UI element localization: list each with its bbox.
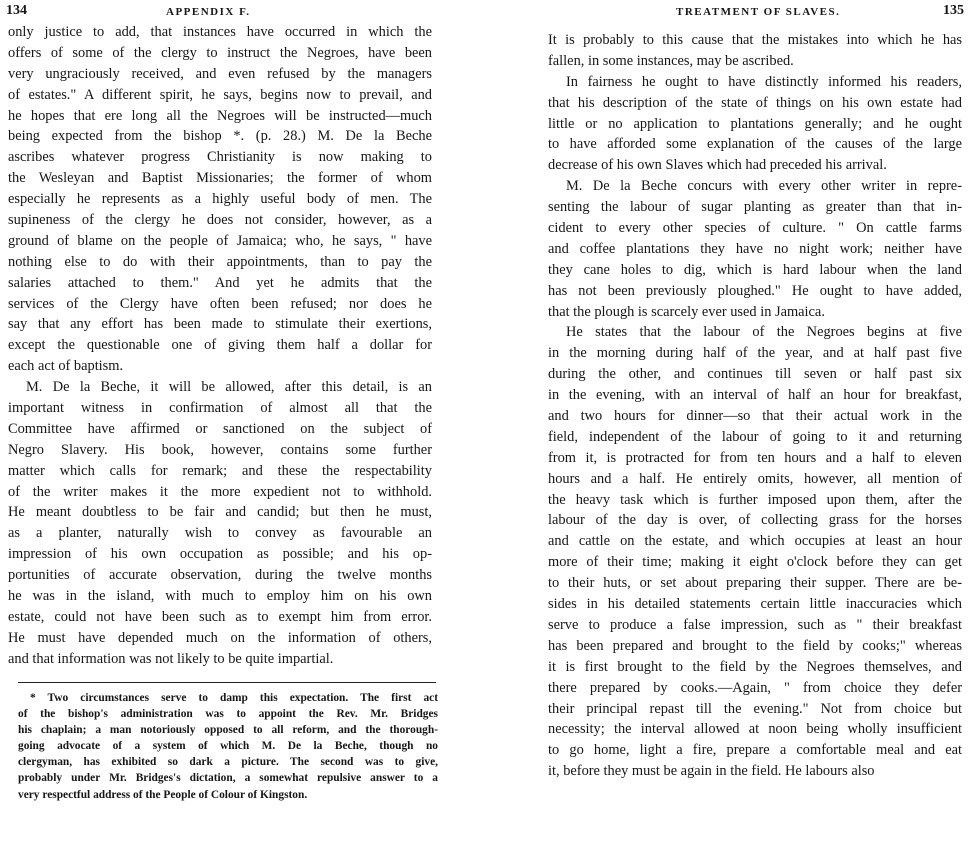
text-line: to go home, light a fire, prepare a comfortable meal and eat (548, 742, 962, 759)
text-line: He must have depended much on the information of others, (8, 629, 432, 646)
text-line: say that any effort has been made to stimulate their exertions, (8, 316, 432, 333)
text-line: and coffee plantations they have no night work; neither have (548, 240, 962, 257)
text-line: hours and a half. He entirely omits, however, all mention of (548, 470, 962, 487)
right-page-number: 135 (943, 3, 964, 18)
text-line: serve to produce a false impression, such as " their breakfast (548, 616, 962, 633)
footnote (18, 690, 438, 803)
text-line: they cane holes to dig, which is hard labour when the land (548, 261, 962, 278)
text-line: sides in his detailed statements certain little inaccuracies which (548, 596, 962, 613)
text-line: their principal repast till the evening." Not from choice but (548, 700, 962, 717)
text-line: impression of his own occupation as possible; and his op- (8, 546, 432, 563)
footnote-line: * Two circumstances serve to damp this expectation. The first act (30, 692, 438, 704)
text-line: necessity; the interval allowed at noon being wholly insufficient (548, 721, 962, 738)
text-line: has been prepared and brought to the field by cooks;" whereas (548, 637, 962, 654)
left-body-text (8, 22, 432, 670)
footnote-line: his chaplain; a man notoriously opposed to all reform, and the thorough- (18, 724, 438, 737)
text-line: being expected from the bishop *. (p. 28.) M. De la Beche (8, 128, 432, 145)
text-line: matter which calls for remark; and these the respectability (8, 462, 432, 479)
text-line: salaries attached to them." And yet he admits that the (8, 274, 432, 291)
text-line: offers of some of the clergy to instruct the Negroes, have been (8, 44, 432, 61)
text-line: to their huts, or set about preparing their supper. There are be- (548, 575, 962, 592)
text-line: from it, is protracted for from ten hours and a half to eleven (548, 449, 962, 466)
left-page-number: 134 (6, 3, 27, 18)
text-line: and two hours for dinner—so that their actual work in the (548, 408, 962, 425)
footnote-line: going advocate of a system of which M. De la Beche, though no (18, 740, 438, 753)
text-line: each act of baptism. (8, 358, 124, 375)
text-line: in the evening, with an interval of half an hour for breakfast, (548, 387, 962, 404)
text-line: of the writer makes it the more expedient not to withhold. (8, 483, 432, 500)
text-line: more of their time; making it eight o'clock before they can get (548, 554, 962, 571)
text-line: it, before they must be again in the field. He labours also (548, 763, 875, 780)
text-line: senting the labour of sugar planting as greater than that in- (548, 199, 962, 216)
right-page (490, 0, 980, 860)
text-line: except the questionable one of giving them half a dollar for (8, 337, 432, 354)
text-line: little or no application to plantations generally; and he ought (548, 115, 962, 132)
text-line: to have afforded some explanation of the causes of the large (548, 136, 962, 153)
right-running-title: TREATMENT OF SLAVES. (676, 6, 841, 18)
right-running-head (546, 3, 964, 24)
text-line: Committee have affirmed or sanctioned on the subject of (8, 420, 432, 437)
text-line: He meant doubtless to be fair and candid; but then he must, (8, 504, 432, 521)
text-line: portunities of accurate observation, during the twelve months (8, 567, 432, 584)
text-line: fallen, in some instances, may be ascribed. (548, 52, 794, 69)
text-line: In fairness he ought to have distinctly informed his readers, (566, 73, 962, 90)
text-line: ascribes whatever progress Christianity is now making to (8, 149, 432, 166)
footnote-line: probably under Mr. Bridges's dictation, a somewhat repulsive answer to a (18, 772, 438, 785)
footnote-line: clergyman, has exhibited so dark a picture. The second was to give, (18, 756, 438, 769)
text-line: of estates." A different spirit, he says, begins now to prevail, and (8, 86, 432, 103)
text-line: there prepared by cooks.—Again, " from choice they defer (548, 679, 962, 696)
text-line: M. De la Beche concurs with every other writer in repre- (566, 178, 962, 195)
text-line: only justice to add, that instances have occurred in which the (8, 24, 432, 40)
text-line: that his description of the state of things on his own estate had (548, 94, 962, 111)
text-line: in the morning during half of the year, and at half past five (548, 345, 962, 362)
text-line: that the plough is scarcely ever used in Jamaica. (548, 303, 825, 320)
text-line: M. De la Beche, it will be allowed, after this detail, is an (26, 379, 432, 396)
text-line: nothing else to do with their appointments, than to pay the (8, 253, 432, 270)
text-line: important witness in confirmation of almost all that the (8, 400, 432, 417)
left-running-title: APPENDIX F. (166, 6, 251, 18)
text-line: has not been previously ploughed." He ought to have added, (548, 282, 962, 299)
text-line: the heavy task which is further imposed upon them, after the (548, 491, 962, 508)
text-line: he hopes that ere long all the Negroes will be instructed—much (8, 107, 432, 124)
text-line: estate, could not have been such as to exempt him from error. (8, 608, 432, 625)
footnote-line: of the bishop's administration was to appoint the Rev. Mr. Bridges (18, 708, 438, 721)
text-line: supineness of the clergy he does not consider, however, as a (8, 212, 432, 229)
text-line: ground of blame on the people of Jamaica; who, he says, " have (8, 232, 432, 249)
right-body-text (548, 30, 962, 782)
footnote-rule (18, 682, 436, 683)
text-line: and that information was not likely to be quite impartial. (8, 650, 334, 667)
text-line: and cattle on the estate, and which occupies at least an hour (548, 533, 962, 550)
text-line: he was in the island, with much to employ him on his own (8, 588, 432, 605)
text-line: It is probably to this cause that the mistakes into which he has (548, 32, 962, 48)
footnote-line: very respectful address of the People of Colour of Kingston. (18, 788, 308, 801)
text-line: as a planter, naturally wish to convey as favourable an (8, 525, 432, 542)
text-line: very ungraciously received, and even refused by the managers (8, 65, 432, 82)
text-line: cident to every other species of culture. " On cattle farms (548, 220, 962, 237)
text-line: labour of the day is over, of collecting grass for the horses (548, 512, 962, 529)
text-line: Negro Slavery. His book, however, contains some further (8, 441, 432, 458)
text-line: especially he represents as a highly useful body of men. The (8, 191, 432, 208)
text-line: decrease of his own Slaves which had preceded his arrival. (548, 157, 887, 174)
text-line: He states that the labour of the Negroes begins at five (566, 324, 962, 341)
text-line: during the other, and continues till seven or half past six (548, 366, 962, 383)
text-line: field, independent of the labour of going to it and returning (548, 428, 962, 445)
text-line: it is first brought to the field by the Negroes themselves, and (548, 658, 962, 675)
text-line: the Wesleyan and Baptist Missionaries; the former of whom (8, 170, 432, 187)
text-line: services of the Clergy have often been refused; nor does he (8, 295, 432, 312)
